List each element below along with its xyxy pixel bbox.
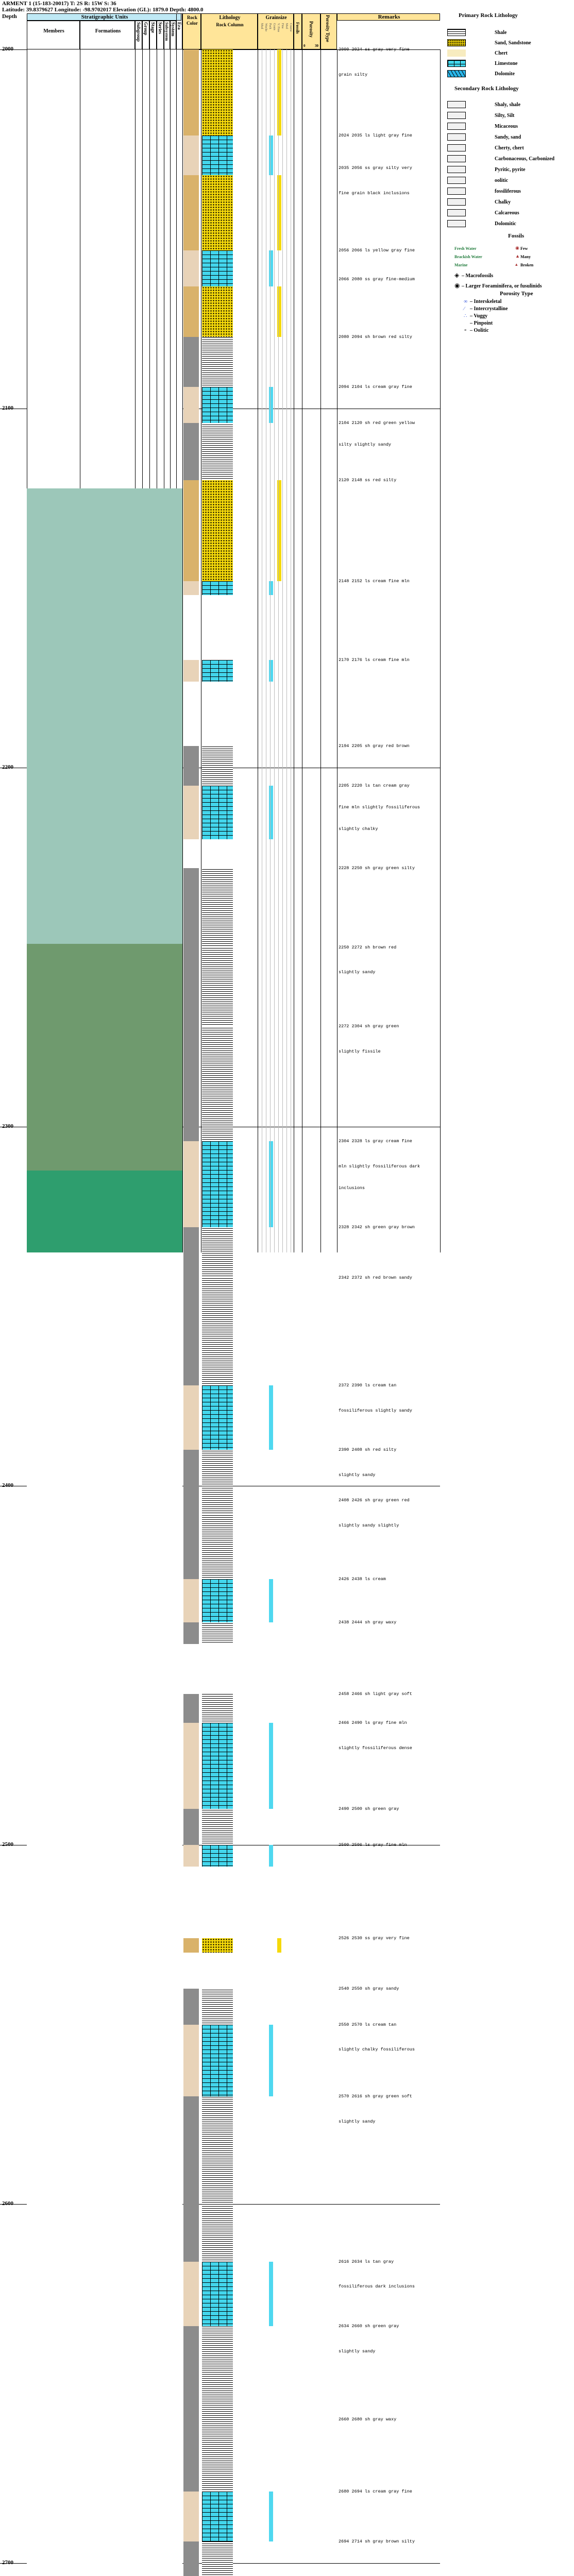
lithology-block (202, 1385, 233, 1450)
legend-primary-title: Primary Rock Lithology (459, 12, 518, 19)
rock-color-block (183, 1450, 199, 1514)
remark-line: 2120 2148 ss red silty (339, 478, 397, 483)
depth-label: 2300 (2, 1123, 13, 1130)
lithology-block (202, 1622, 233, 1644)
grainsize-bar (277, 1938, 281, 1953)
stage-header: Stage (149, 21, 157, 49)
remark-line: slightly sandy (339, 2348, 376, 2354)
members-header: Members (27, 21, 80, 49)
rock-color-block (183, 1845, 199, 1867)
remark-line: slightly chalky fossiliferous (339, 2047, 415, 2053)
lithology-block (202, 1694, 233, 1723)
legend-interskeletal: – Interskeletal (470, 299, 502, 304)
legend-few: Few (520, 246, 528, 251)
secondary-swatch-icon (447, 209, 466, 216)
legend-chert: Chert (495, 50, 508, 56)
vuggy-icon: ∴ (464, 313, 467, 319)
secondary-swatch-icon (447, 101, 466, 108)
remark-line: 2328 2342 sh green gray brown (339, 1225, 415, 1230)
depth-header: Depth (2, 13, 17, 20)
secondary-swatch-icon (447, 133, 466, 141)
grainsize-header: Grainsize Mud Wacke Pack Grain V. Fine Fine Med Coarse (258, 13, 294, 49)
depth-label: 2600 (2, 2200, 13, 2207)
remark-line: 2540 2550 sh gray sandy (339, 1986, 399, 1991)
legend (443, 12, 572, 342)
legend-secondary-item: oolitic (495, 178, 509, 183)
depth-label: 2500 (2, 1841, 13, 1848)
system-header: System (170, 21, 176, 49)
secondary-swatch-icon (447, 177, 466, 184)
remark-line: 2000 2024 ss gray very fine (339, 47, 410, 52)
remark-line: 2066 2080 ss gray fine-medium (339, 277, 415, 282)
strat-units-header: Stratigraphic Units (27, 13, 181, 21)
legend-fossils-title: Fossils (508, 233, 525, 239)
macrofossil-icon: ◈ (454, 272, 460, 279)
lithology-block (202, 1989, 233, 2025)
shale-swatch-icon (447, 29, 466, 36)
lithology-block (202, 2492, 233, 2542)
secondary-list (443, 101, 572, 235)
remark-line: 2438 2444 sh gray waxy (339, 1619, 397, 1625)
legend-macrofossils: – Macrofossils (462, 273, 494, 279)
few-fossil-icon: ◉ (515, 245, 519, 250)
many-fossil-icon: ▲ (515, 253, 520, 259)
legend-marine: Marine (454, 263, 468, 267)
grainsize-bar (269, 2492, 273, 2542)
lithology-block (202, 1845, 233, 1867)
remark-line: 2304 2328 ls gray cream fine (339, 1138, 412, 1144)
legend-secondary-item: Shaly, shale (495, 102, 521, 108)
secondary-swatch-icon (447, 198, 466, 206)
rock-color-block (183, 2419, 199, 2491)
lithology-block (202, 1938, 233, 1953)
secondary-swatch-icon (447, 112, 466, 119)
rock-color-block (183, 2492, 199, 2542)
lithology-block (202, 2262, 233, 2326)
dolomite-swatch-icon (447, 70, 466, 77)
rock-color-block (183, 1622, 199, 1644)
remark-line: 2170 2176 ls cream fine mln (339, 657, 410, 663)
remark-line: fossiliferous dark inclusions (339, 2284, 415, 2290)
legend-sandstone: Sand, Sandstone (495, 40, 531, 46)
legend-intercrystalline: – Intercrystalline (470, 306, 508, 312)
remark-line: 2228 2250 sh gray green silty (339, 866, 415, 871)
secondary-swatch-icon (447, 155, 466, 162)
rock-color-block (183, 1579, 199, 1622)
remark-line: 2205 2220 ls tan cream gray (339, 783, 410, 788)
rock-color-block (183, 2096, 199, 2262)
secondary-swatch-icon (447, 144, 466, 151)
depth-label: 2000 (2, 46, 13, 52)
legend-porosity-title: Porosity Type (500, 291, 533, 297)
legend-secondary-item: Cherty, chert (495, 145, 524, 151)
legend-secondary-title: Secondary Rock Lithology (454, 86, 519, 92)
remark-line: 2250 2272 sh brown red (339, 944, 397, 950)
legend-secondary-item: Carbonaceous, Carbonized (495, 156, 555, 162)
remark-line: slightly sandy (339, 970, 376, 975)
remark-line: 2466 2490 ls gray fine mln (339, 1720, 407, 1726)
legend-shale: Shale (495, 30, 507, 36)
subgroup-header: Subgroup (135, 21, 142, 49)
rock-color-block (183, 2541, 199, 2576)
legend-secondary-item: Micaceous (495, 124, 518, 129)
interskeletal-icon: ∞ (464, 299, 468, 304)
remark-line: slightly chalky (339, 826, 378, 832)
legend-foraminifera: – Larger Foraminifera, or fusulinids (462, 283, 542, 289)
foraminifera-icon: ◉ (454, 282, 460, 289)
remark-line: 2694 2714 sh gray brown silty (339, 2539, 415, 2545)
remark-line: fossiliferous slightly sandy (339, 1408, 412, 1413)
log-body (0, 46, 441, 2566)
rock-color-block (183, 2025, 199, 2096)
legend-secondary-item: Sandy, sand (495, 134, 521, 140)
remark-line: slightly sandy slightly (339, 1522, 399, 1528)
legend-pinpoint: – Pinpoint (470, 320, 493, 326)
lithology-block (202, 1450, 233, 1514)
remark-line: 2080 2094 sh brown red silty (339, 334, 412, 340)
intercrystalline-icon: ∕ (464, 306, 465, 312)
remark-line: 2458 2466 sh light gray soft (339, 1691, 412, 1697)
secondary-swatch-icon (447, 188, 466, 195)
porosity-header: Porosity 0 30 (302, 13, 320, 49)
grainsize-bar (269, 1579, 273, 1622)
rock-color-block (183, 1385, 199, 1450)
well-location: Latitude: 39.8379627 Longitude: -98.9702017 Elevation (GL): 1879.0 Depth: 4800.0 (2, 7, 204, 13)
remark-line: 2342 2372 sh red brown sandy (339, 1275, 412, 1280)
lithology-block (202, 2326, 233, 2419)
remark-line: 2660 2680 sh gray waxy (339, 2417, 397, 2422)
lithology-block (202, 1723, 233, 1809)
era-header: Era (176, 13, 182, 49)
group-header: Group (142, 21, 149, 49)
lithology-block (202, 2096, 233, 2262)
remark-line: 2680 2694 ls cream gray fine (339, 2488, 412, 2494)
lithology-header: Lithology Rock Column (201, 13, 258, 49)
rock-color-block (183, 1938, 199, 1953)
lithology-block (202, 1278, 233, 1385)
lithology-block (202, 1515, 233, 1579)
legend-dolomite: Dolomite (495, 71, 515, 77)
secondary-swatch-icon (447, 123, 466, 130)
depth-label: 2700 (2, 2560, 13, 2566)
remark-line: fine grain black inclusions (339, 190, 410, 196)
remark-line: 2056 2066 ls yellow gray fine (339, 248, 415, 253)
broken-fossil-icon: ▴ (515, 262, 518, 267)
legend-limestone: Limestone (495, 61, 518, 66)
grainsize-bar (269, 1845, 273, 1867)
rock-color-block (183, 2326, 199, 2419)
depth-label: 2100 (2, 405, 13, 411)
well-title: ARMENT 1 (15-183-20017) T: 2S R: 15W S: 36 (2, 1, 116, 7)
remarks-header: Remarks (337, 13, 440, 21)
rock-color-block (183, 1515, 199, 1579)
remark-line: slightly sandy (339, 1472, 376, 1478)
remark-line: 2390 2408 sh red silty (339, 1447, 397, 1453)
rock-color-block (183, 1809, 199, 1845)
grainsize-bar (269, 2262, 273, 2326)
remark-line: 2024 2035 ls light gray fine (339, 133, 412, 139)
legend-secondary-item: Calcareous (495, 210, 519, 216)
depth-label: 2200 (2, 764, 13, 771)
remark-line: 2426 2438 ls cream (339, 1577, 386, 1582)
legend-secondary-item: fossiliferous (495, 189, 521, 194)
remark-line: 2408 2426 sh gray green red (339, 1497, 410, 1503)
grainsize-bar (269, 1723, 273, 1809)
legend-secondary-item: Dolomitic (495, 221, 516, 227)
rock-color-block (183, 1694, 199, 1723)
rock-color-block (183, 1723, 199, 1809)
remark-line: slightly fossiliferous dense (339, 1745, 412, 1751)
remark-line: 2570 2616 sh gray green soft (339, 2093, 412, 2099)
sandstone-swatch-icon (447, 39, 466, 46)
secondary-swatch-icon (447, 166, 466, 173)
legend-secondary-item: Chalky (495, 199, 511, 205)
remark-line: 2035 2056 ss gray silty very (339, 165, 412, 171)
formations-header: Formations (80, 21, 135, 49)
remark-line: mln slightly fossiliferous dark (339, 1163, 420, 1169)
remark-line: 2194 2205 sh gray red brown (339, 743, 410, 749)
oolitic-icon: ∘ (464, 328, 467, 333)
remark-line: 2148 2152 ls cream fine mln (339, 578, 410, 584)
lithology-block (202, 2419, 233, 2491)
limestone-swatch-icon (447, 60, 466, 67)
remark-line: 2550 2570 ls cream tan (339, 2022, 397, 2027)
fossils-header: Fossils (294, 13, 302, 49)
legend-secondary-item: Silty, Silt (495, 113, 515, 118)
grainsize-bar (269, 1385, 273, 1450)
remark-line: slightly sandy (339, 2119, 376, 2124)
remark-line: 2104 2120 sh red green yellow (339, 420, 415, 426)
remark-line: 2634 2660 sh green gray (339, 2324, 399, 2329)
legend-brackish-water: Brackish Water (454, 255, 482, 259)
rock-color-header: Rock Color (182, 13, 201, 49)
remark-line: 2500 2506 ls gray fine mln (339, 1842, 407, 1848)
lithology-block (202, 1579, 233, 1622)
grainsize-bar (269, 2025, 273, 2096)
secondary-swatch-icon (447, 220, 466, 227)
legend-vuggy: – Vuggy (470, 313, 488, 319)
remark-line: 2272 2304 sh gray green (339, 1023, 399, 1029)
rock-color-block (183, 1278, 199, 1385)
legend-broken: Broken (520, 263, 534, 267)
porosity-type-header: Porosity Type (320, 13, 337, 49)
subsystem-header: Subsystem (164, 21, 170, 49)
remark-line: inclusions (339, 1185, 365, 1191)
legend-fresh-water: Fresh Water (454, 246, 477, 251)
rock-color-block (183, 2262, 199, 2326)
depth-label: 2400 (2, 1482, 13, 1489)
remark-line: 2490 2500 sh green gray (339, 1806, 399, 1812)
remark-line: silty slightly sandy (339, 442, 392, 447)
legend-secondary-item: Pyritic, pyrite (495, 167, 526, 173)
remark-line: grain silty (339, 72, 368, 77)
lithology-block (202, 2541, 233, 2576)
remark-line: slightly fissile (339, 1048, 381, 1054)
lithology-block (202, 1809, 233, 1845)
series-header: Series (157, 21, 164, 49)
remark-line: 2094 2104 ls cream gray fine (339, 384, 412, 390)
rock-color-block (183, 1989, 199, 2025)
lithology-block (202, 2025, 233, 2096)
chert-swatch-icon (447, 49, 466, 57)
remark-line: 2616 2634 ls tan gray (339, 2259, 394, 2264)
legend-many: Many (520, 255, 531, 259)
legend-oolitic: – Oolitic (470, 328, 489, 333)
remark-line: 2372 2390 ls cream tan (339, 1382, 397, 1388)
remark-line: 2526 2530 ss gray very fine (339, 1936, 410, 1941)
remark-line: fine mln slightly fossiliferous (339, 804, 420, 810)
